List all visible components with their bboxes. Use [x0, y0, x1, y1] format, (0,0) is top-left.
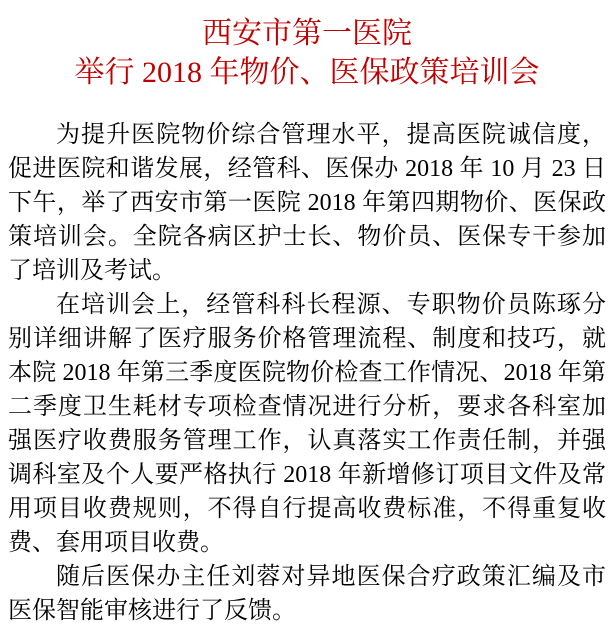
document-title	[8, 14, 606, 92]
paragraph-training-details: 在培训会上，经管科科长程源、专职物价员陈琢分别详细讲解了医疗服务价格管理流程、制度和技巧，就本院 2018 年第三季度医院物价检查工作情况、2018 年第二季度卫生耗材专项检查情况进行分析，要求各科室加强医疗收费服务管理工作，认真落实工作责任制，并强调科室及个人要严格执行 2018 年新增修订项目文件及常用项目收费规则，不得自行提高收费标准，不得重复收费、套用项目收费。	[8, 292, 606, 556]
document-title-line-2: 举行 2018 年物价、医保政策培训会	[74, 56, 540, 89]
document-title-line-1: 西安市第一医院	[202, 17, 412, 50]
paragraph-feedback: 随后医保办主任刘蓉对异地医保合疗政策汇编及市医保智能审核进行了反馈。	[8, 564, 606, 624]
paragraph-intro: 为提升医院物价综合管理水平，提高医院诚信度，促进医院和谐发展，经管科、医保办 2018 年 10 月 23 日下午，举了西安市第一医院 2018 年第四期物价、医保政策培训会。全院各病区护士长、物价员、医保专干参加了培训及考试。	[8, 122, 606, 284]
